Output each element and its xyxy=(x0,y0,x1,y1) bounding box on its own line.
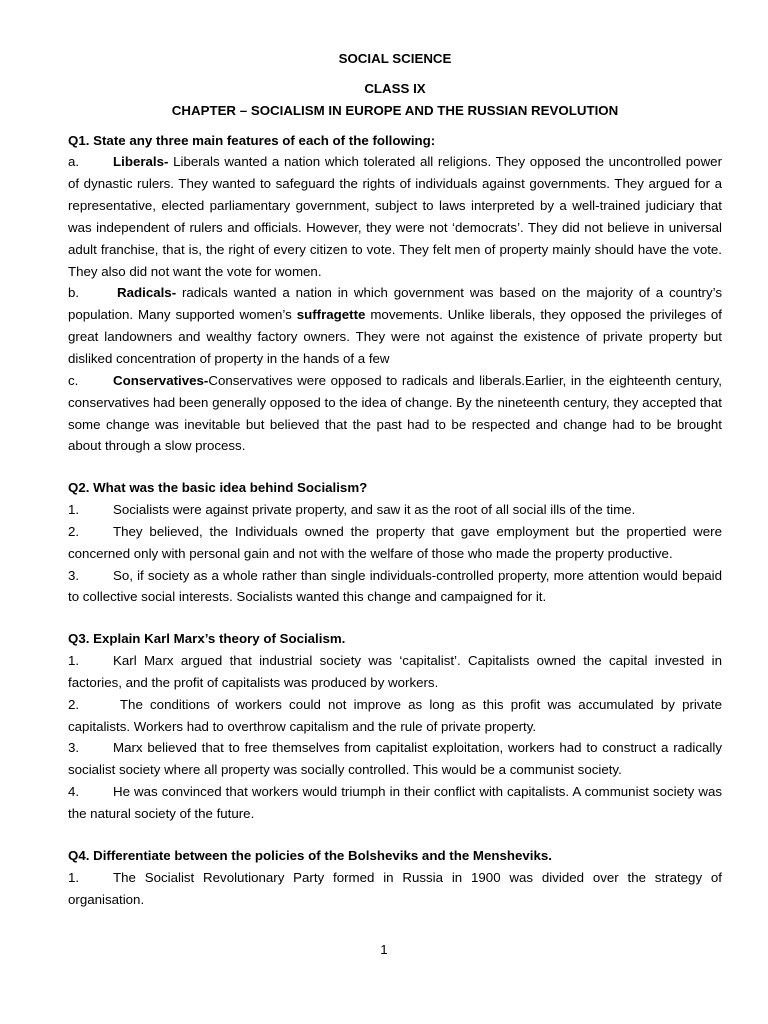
document-page xyxy=(68,48,722,910)
q1-answer-a: a. Liberals- Liberals wanted a nation which tolerated all religions. They opposed the uncontrolled power of dynastic rulers. They wanted to safeguard the rights of individuals against governments. They argued for a representative, elected parliamentary government, subject to laws interpreted by a well-trained judiciary that was independent of rulers and officials. However, they were not ‘democrats’. They did not believe in universal adult franchise, that is, the right of every citizen to vote. They felt men of property mainly should have the vote. They also did not want the vote for women. xyxy=(68,154,722,279)
term-suffragette: suffragette xyxy=(296,307,366,323)
q2-point-3: 3. So, if society as a whole rather than single individuals-controlled property, more attention would bepaid to collective social interests. Socialists wanted this change and campaigned for it. xyxy=(68,567,722,605)
chapter-heading: CHAPTER – SOCIALISM IN EUROPE AND THE RUSSIAN REVOLUTION xyxy=(171,102,619,118)
q1-question: Q1. State any three main features of each of the following: xyxy=(68,132,436,148)
term-liberals: Liberals- xyxy=(113,154,169,170)
term-conservatives: Conservatives- xyxy=(113,372,209,388)
q2-point-1: 1. Socialists were against private property, and saw it as the root of all social ills of the time. xyxy=(68,502,636,518)
q1-answer-c: c. Conservatives-Conservatives were opposed to radicals and liberals.Earlier, in the eighteenth century, conservatives had been generally opposed to the idea of change. By the nineteenth century, they accepted that some change was inevitable but believed that the past had to be respected and change had to be brought about through a slow process. xyxy=(68,372,722,454)
page-number: 1 xyxy=(380,942,388,957)
class-heading: CLASS IX xyxy=(364,80,426,96)
q3-point-2: 2. The conditions of workers could not improve as long as this profit was accumulated by private capitalists. Workers had to overthrow capitalism and the rule of private property. xyxy=(68,696,722,734)
q4-point-1: 1. The Socialist Revolutionary Party formed in Russia in 1900 was divided over the strategy of organisation. xyxy=(68,869,722,907)
q3-question: Q3. Explain Karl Marx’s theory of Socialism. xyxy=(68,631,346,647)
q4-question: Q4. Differentiate between the policies of the Bolsheviks and the Mensheviks. xyxy=(68,847,552,863)
q2-point-2: 2. They believed, the Individuals owned the property that gave employment but the propertied were concerned only with personal gain and not with the welfare of those who made the property productive. xyxy=(68,523,722,561)
q3-point-3: 3. Marx believed that to free themselves from capitalist exploitation, workers had to construct a radically socialist society where all property was socially controlled. This would be a communist society. xyxy=(68,740,722,778)
subject-heading: SOCIAL SCIENCE xyxy=(338,51,452,66)
q3-point-1: 1. Karl Marx argued that industrial society was ‘capitalist’. Capitalists owned the capital invested in factories, and the profit of capitalists was produced by workers. xyxy=(68,653,722,690)
q2-question: Q2. What was the basic idea behind Socialism? xyxy=(68,480,368,496)
q1-answer-b: b. Radicals- radicals wanted a nation in which government was based on the majority of a country’s population. Many supported women’s suffragette movements. Unlike liberals, they opposed the privileges of great landowners and wealthy factory owners. They were not against the existence of private property but disliked concentration of property in the hands of a few xyxy=(68,285,722,366)
q3-point-4: 4. He was convinced that workers would triumph in their conflict with capitalists. A communist society was the natural society of the future. xyxy=(68,784,722,821)
term-radicals: Radicals- xyxy=(117,285,177,301)
